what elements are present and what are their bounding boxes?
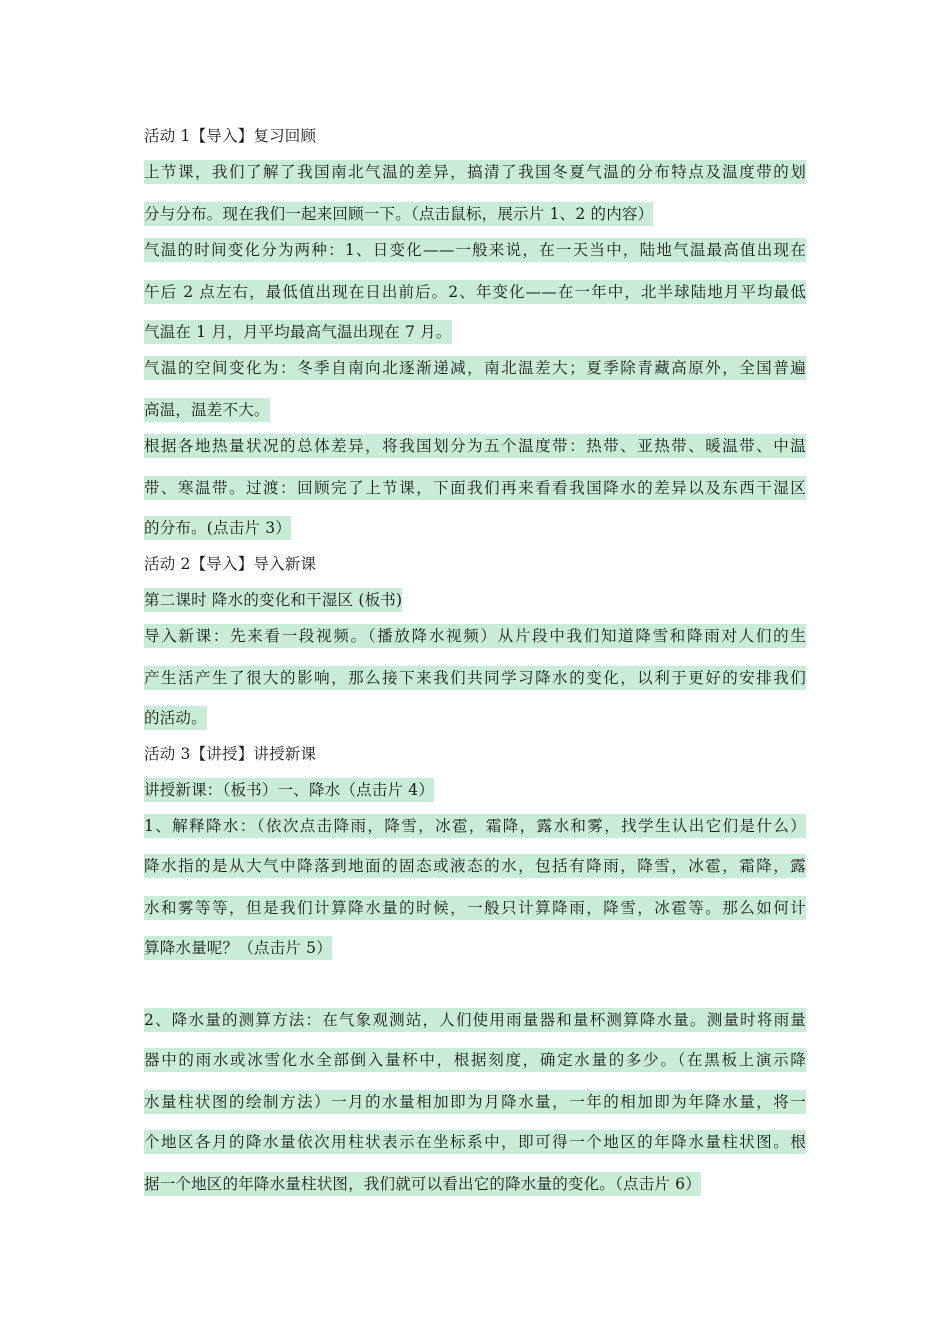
intro-line2: 产生活产生了很大的影响，那么接下来我们共同学习降水的变化，以利于更好的安排我们 [144, 666, 806, 690]
review-p4-line3: 的分布。(点击片 3） [144, 516, 291, 540]
activity3-title: 活动 3【讲授】讲授新课 [144, 745, 317, 763]
activity1-title: 活动 1【导入】复习回顾 [144, 127, 317, 145]
review-p4-line1: 根据各地热量状况的总体差异，将我国划分为五个温度带：热带、亚热带、暖温带、中温 [144, 434, 806, 458]
review-p2-line2: 午后 2 点左右，最低值出现在日出前后。2、年变化——在一年中，北半球陆地月平均最低 [144, 280, 806, 304]
review-p2-line3: 气温在 1 月，月平均最高气温出现在 7 月。 [144, 320, 452, 344]
review-p1-line2: 分与分布。现在我们一起来回顾一下。（点击鼠标，展示片 1、2 的内容） [144, 202, 653, 226]
item2-line2: 器中的雨水或冰雪化水全部倒入量杯中，根据刻度，确定水量的多少。（在黑板上演示降 [144, 1048, 806, 1072]
item1-body-line3: 算降水量呢？（点击片 5） [144, 936, 332, 960]
item1-body-line2: 水和雾等等，但是我们计算降水量的时候，一般只计算降雨，降雪，冰雹等。那么如何计 [144, 896, 806, 920]
intro-line1: 导入新课：先来看一段视频。（播放降水视频）从片段中我们知道降雪和降雨对人们的生 [144, 624, 806, 648]
item2-line1: 2、降水量的测算方法：在气象观测站，人们使用雨量器和量杯测算降水量。测量时将雨量 [144, 1008, 806, 1032]
item2-line5: 据一个地区的年降水量柱状图，我们就可以看出它的降水量的变化。（点击片 6） [144, 1172, 701, 1196]
item2-line4: 个地区各月的降水量依次用柱状表示在坐标系中，即可得一个地区的年降水量柱状图。根 [144, 1130, 806, 1154]
review-p4-line2: 带、寒温带。过渡：回顾完了上节课，下面我们再来看看我国降水的差异以及东西干湿区 [144, 476, 806, 500]
activity3-heading: 讲授新课：（板书）一、降水（点击片 4） [144, 778, 434, 802]
activity2-title: 活动 2【导入】导入新课 [144, 555, 317, 573]
item1-title: 1、解释降水：（依次点击降雨，降雪，冰雹，霜降，露水和雾，找学生认出它们是什么） [144, 814, 806, 838]
lesson-title: 第二课时 降水的变化和干湿区 (板书) [144, 588, 402, 612]
intro-line3: 的活动。 [144, 706, 207, 730]
item1-body-line1: 降水指的是从大气中降落到地面的固态或液态的水，包括有降雨，降雪，冰雹，霜降，露 [144, 854, 806, 878]
review-p3-line1: 气温的空间变化为：冬季自南向北逐渐递减，南北温差大；夏季除青藏高原外，全国普遍 [144, 356, 806, 380]
review-p3-line2: 高温，温差不大。 [144, 398, 270, 422]
item2-line3: 水量柱状图的绘制方法）一月的水量相加即为月降水量，一年的相加即为年降水量，将一 [144, 1090, 806, 1114]
review-p1-line1: 上节课，我们了解了我国南北气温的差异，搞清了我国冬夏气温的分布特点及温度带的划 [144, 160, 806, 184]
review-p2-line1: 气温的时间变化分为两种：1、日变化——一般来说，在一天当中，陆地气温最高值出现在 [144, 238, 806, 262]
